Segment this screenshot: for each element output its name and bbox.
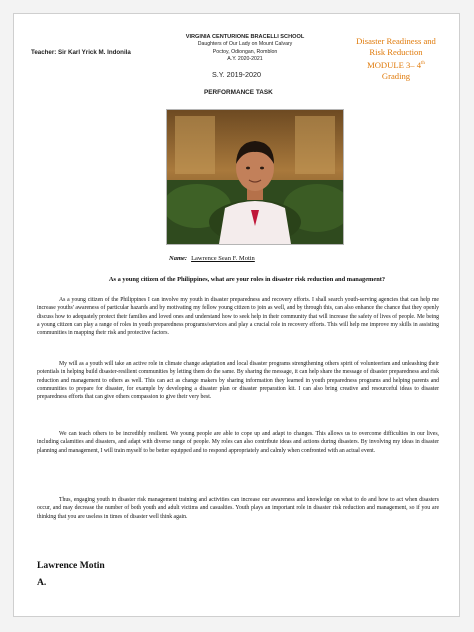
school-name: VIRGINIA CENTURIONE BRACELLI SCHOOL [185,34,305,40]
paragraph-4: Thus, engaging youth in disaster risk management training and activities can increase our awareness and knowledge on what to do and how to act when disasters occur, and may decrease the number of both youth and adult victims and casualties. Youth plays an important role in disaster risk reduction and management, so if you are thinking that you are useless in times of disaster well think again. [37,497,439,520]
student-name: Lawrence Sean F. Motin [191,255,255,262]
student-photo-image [167,110,343,244]
teacher-name: Teacher: Sir Karl Yrick M. Indonila [31,49,131,56]
student-photo [166,109,344,245]
performance-task-title: PERFORMANCE TASK [204,89,273,96]
academic-year: A.Y. 2020-2021 [227,56,263,63]
signature-initial: A. [37,577,47,588]
signature-name: Lawrence Motin [37,560,105,571]
module-title-block [337,36,455,82]
module-number [337,58,455,71]
module-number-sup: th [421,61,425,66]
school-subtitle: Daughters of Our Lady on Mount Calvary [197,41,293,47]
task-question: As a young citizen of the Philippines, what are your roles in disaster risk reduction and management? [108,276,386,283]
school-year: S.Y. 2019-2020 [212,70,262,79]
module-title-line-2: Risk Reduction [369,47,423,57]
school-address: Poctoy, Odiongan, Romblon [212,48,278,55]
school-header [179,33,311,64]
paragraph-2: My will as a youth will take an active role in climate change adaptation and local disaster programs strengthening others spirit of volunteerism and unleashing their potentials in helping build disaster-resilient communities by letting them do the same. By sharing the message, it can help share the message of disaster preparedness and risk reduction and management to others as well. This can act as change makers by sharing information they learned in youth preparedness programs and helping parents and communities to prepare for disaster, for example by developing a disaster plan or disaster preparation kit. I can also bring creative and resourceful ideas to disaster preparedness efforts that can give others compassion to give their very best. [37,361,439,401]
document-page [13,13,460,617]
module-title-line-1: Disaster Readiness and [356,36,436,46]
paragraph-3: We can teach others to be incredibly resilient. We young people are able to cope up and adapt to changes. This allows us to overcome difficulties in our lives, including calamities and disasters, and adapt with diverse range of people. My roles can also contribute ideas and actions during disasters. By involving my ideas in disaster planning and management, I will train myself to be better equipped and to respond appropriately and calmly when confronted with an actual event. [37,431,439,454]
student-name-row [169,255,255,262]
name-label: Name: [169,255,188,262]
module-number-text: MODULE 3– 4 [367,59,422,70]
paragraph-1: As a young citizen of the Philippines I can involve my youth in disaster preparedness and recovery efforts. I shall search youth-serving agencies that can help me increase youths' awareness of particular hazards and by motivating my fellow young citizen to join as well, and by through this, can also enhance the chance that they openly discuss how to adequately protect their families and loved ones and understand how to seek help in their community that will increase the safety of lives of people. Me being a young citizen can play a range of roles in youth preparedness programs/services and play a crucial role in recovery efforts. This will help me improve my skills in assisting communities in mapping their risk and protective factors. [37,297,439,337]
module-grading: Grading [381,70,411,81]
